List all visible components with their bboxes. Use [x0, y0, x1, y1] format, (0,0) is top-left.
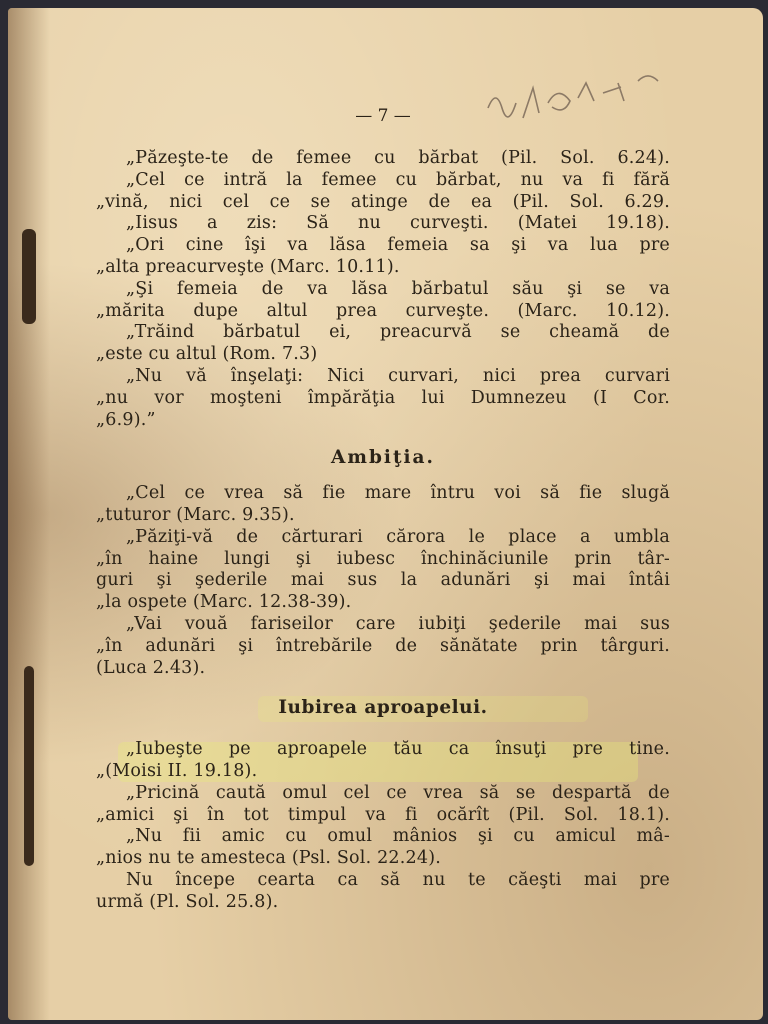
text-line: „Trăind bărbatul ei, preacurvă se cheamă de: [126, 322, 670, 343]
text-line: „(Moisi II. 19.18).: [96, 760, 258, 781]
text-line: „Cel ce intră la femee cu bărbat, nu va fi fără: [126, 169, 670, 190]
text-line: „Ori cine îşi va lăsa femeia sa şi va lua pre: [126, 235, 670, 256]
text-line: „Păzeşte-te de femee cu bărbat (Pil. Sol. 6.24).: [126, 148, 670, 168]
text-line: „6.9).”: [96, 409, 156, 430]
text-line: „nu vor moşteni împărăţia lui Dumnezeu (I Cor.: [96, 387, 670, 408]
page-body: [96, 148, 670, 914]
text-line: „în haine lungi şi iubesc închinăciunile prin târ-: [96, 548, 670, 569]
text-line: „Şi femeia de va lăsa bărbatul său şi se va: [126, 278, 670, 299]
text-line: „amici şi în tot timpul va fi ocărît (Pil. Sol. 18.1).: [96, 804, 670, 825]
book-page: [8, 8, 763, 1020]
text-line: „Păziţi-vă de cărturari cărora le place a umbla: [126, 526, 670, 547]
text-line: Nu începe cearta ca să nu te căeşti mai pre: [126, 869, 670, 890]
section-heading-ambitia: Ambiţia.: [331, 447, 435, 469]
text-line: „alta preacurveşte (Marc. 10.11).: [96, 256, 400, 277]
text-line: „în adunări şi întrebările de sănătate prin târguri.: [96, 635, 670, 656]
text-line: „Vai vouă fariseilor care iubiţi şederile mai sus: [126, 613, 670, 634]
text-line: „vină, nici cel ce se atinge de ea (Pil. Sol. 6.29.: [96, 191, 670, 212]
text-line: „Nu fii amic cu omul mânios şi cu amicul mâ-: [126, 826, 670, 847]
handwritten-scribble: [478, 63, 678, 143]
text-line: „Cel ce vrea să fie mare întru voi să fie slugă: [126, 483, 670, 504]
binding-tear-upper: [22, 229, 36, 324]
text-line: „este cu altul (Rom. 7.3): [96, 344, 318, 365]
text-line: „nios nu te amesteca (Psl. Sol. 22.24).: [96, 848, 441, 869]
text-line: (Luca 2.43).: [96, 657, 206, 678]
text-line: „mărita dupe altul prea curveşte. (Marc. 10.12).: [96, 300, 670, 321]
text-line: „Iubeşte pe aproapele tău ca însuţi pre tine.: [126, 739, 670, 760]
text-line: „la ospete (Marc. 12.38-39).: [96, 592, 352, 613]
text-line: urmă (Pl. Sol. 25.8).: [96, 891, 279, 912]
text-line: guri şi şederile mai sus la adunări şi mai întâi: [96, 570, 670, 591]
text-line: „tuturor (Marc. 9.35).: [96, 504, 295, 525]
page-number: — 7 —: [355, 106, 411, 126]
text-line: „Nu vă înşelaţi: Nici curvari, nici prea curvari: [126, 365, 670, 386]
text-line: „Pricină caută omul cel ce vrea să se despartă de: [126, 782, 670, 803]
text-line: „Iisus a zis: Să nu curveşti. (Matei 19.18).: [126, 213, 670, 234]
binding-tear-lower: [24, 666, 34, 866]
page-binding-shadow: [8, 8, 50, 1020]
section-heading-iubirea-aproapelui: Iubirea aproapelui.: [278, 697, 488, 719]
